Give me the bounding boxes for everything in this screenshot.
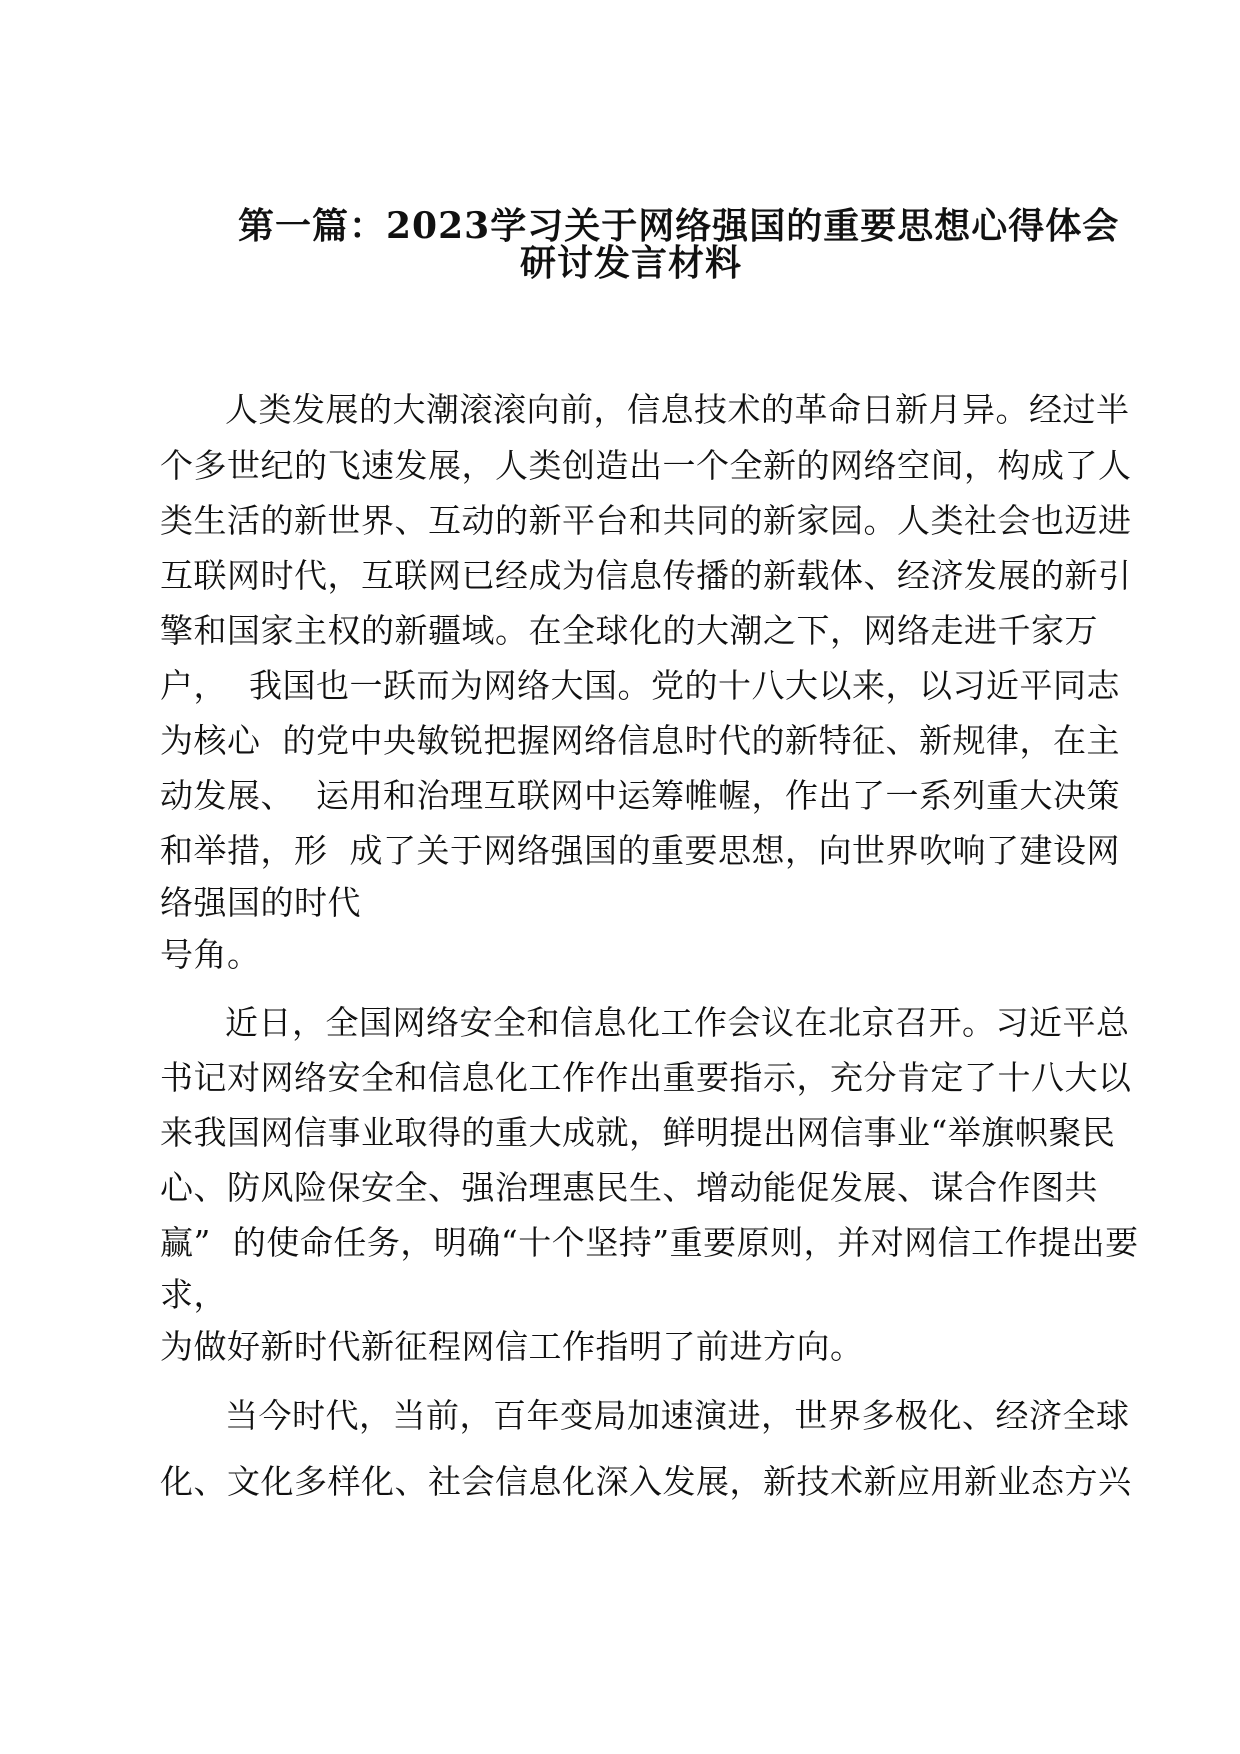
document-title-line-1: 第一篇：2023学习关于网络强国的重要思想心得体会 [238, 205, 1120, 247]
body-line: 化、文化多样化、社会信息化深入发展，新技术新应用新业态方兴 [160, 1462, 1132, 1501]
body-line: 来我国网信事业取得的重大成就，鲜明提出网信事业“举旗帜聚民 [160, 1113, 1116, 1152]
body-line: 当今时代，当前，百年变局加速演进，世界多极化、经济全球 [225, 1396, 1130, 1435]
body-line: 赢” 的使命任务，明确“十个坚持”重要原则，并对网信工作提出要 [160, 1223, 1139, 1262]
document-title-line-2: 研讨发言材料 [520, 242, 743, 284]
body-line: 求， [160, 1275, 227, 1314]
body-line: 和举措，形 成了关于网络强国的重要思想，向世界吹响了建设网 [160, 831, 1120, 870]
body-line: 书记对网络安全和信息化工作作出重要指示，充分肯定了十八大以 [160, 1058, 1132, 1097]
body-line: 为核心 的党中央敏锐把握网络信息时代的新特征、新规律，在主 [160, 721, 1120, 760]
body-line: 心、防风险保安全、强治理惠民生、增动能促发展、谋合作图共 [160, 1168, 1098, 1207]
body-line: 个多世纪的飞速发展，人类创造出一个全新的网络空间，构成了人 [160, 446, 1132, 485]
body-line: 户， 我国也一跃而为网络大国。党的十八大以来，以习近平同志 [160, 666, 1120, 705]
body-line: 为做好新时代新征程网信工作指明了前进方向。 [160, 1327, 864, 1366]
body-line: 号角。 [160, 935, 261, 974]
body-line: 动发展、 运用和治理互联网中运筹帷幄，作出了一系列重大决策 [160, 776, 1120, 815]
body-line: 人类发展的大潮滚滚向前，信息技术的革命日新月异。经过半 [225, 390, 1130, 429]
body-line: 近日，全国网络安全和信息化工作会议在北京召开。习近平总 [225, 1003, 1130, 1042]
body-line: 互联网时代，互联网已经成为信息传播的新载体、经济发展的新引 [160, 556, 1132, 595]
body-line: 络强国的时代 [160, 883, 361, 922]
body-line: 类生活的新世界、互动的新平台和共同的新家园。人类社会也迈进 [160, 501, 1132, 540]
body-line: 擎和国家主权的新疆域。在全球化的大潮之下，网络走进千家万 [160, 611, 1098, 650]
